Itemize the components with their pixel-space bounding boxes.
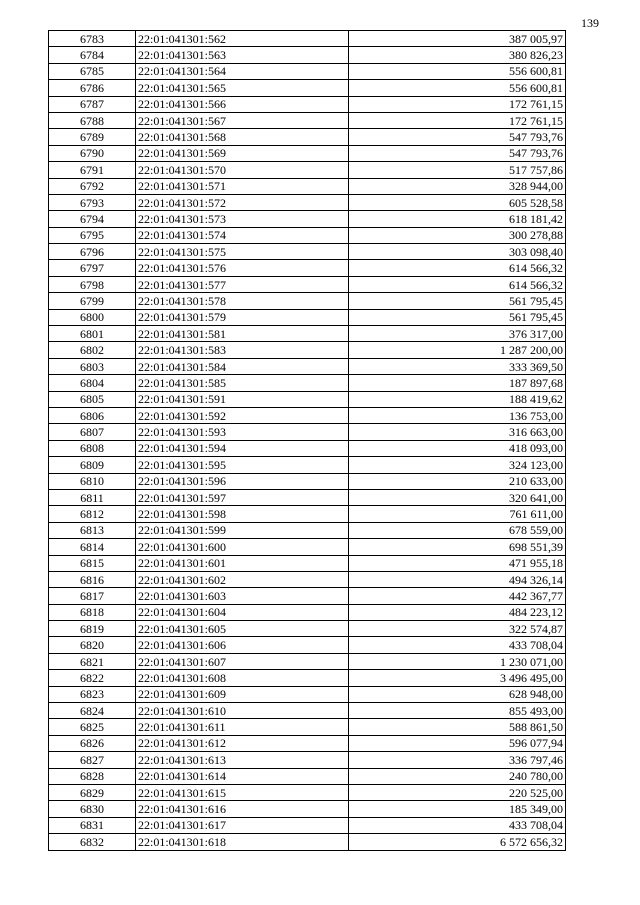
row-number-cell: 6784 xyxy=(49,47,136,63)
cadastral-number-cell: 22:01:041301:592 xyxy=(136,407,349,423)
cadastral-number-cell: 22:01:041301:594 xyxy=(136,440,349,456)
cadastral-number-cell: 22:01:041301:607 xyxy=(136,653,349,669)
table-row xyxy=(49,391,566,407)
row-number-cell: 6792 xyxy=(49,178,136,194)
cadastral-value-cell: 547 793,76 xyxy=(349,145,566,161)
cadastral-value-cell: 220 525,00 xyxy=(349,784,566,800)
table-row xyxy=(49,293,566,309)
cadastral-number-cell: 22:01:041301:562 xyxy=(136,31,349,47)
cadastral-value-cell: 418 093,00 xyxy=(349,440,566,456)
row-number-cell: 6831 xyxy=(49,817,136,833)
cadastral-value-cell: 300 278,88 xyxy=(349,227,566,243)
cadastral-value-cell: 556 600,81 xyxy=(349,63,566,79)
cadastral-number-cell: 22:01:041301:591 xyxy=(136,391,349,407)
cadastral-value-cell: 547 793,76 xyxy=(349,129,566,145)
row-number-cell: 6793 xyxy=(49,194,136,210)
table-row xyxy=(49,555,566,571)
cadastral-value-cell: 517 757,86 xyxy=(349,162,566,178)
table-row xyxy=(49,588,566,604)
cadastral-value-cell: 494 326,14 xyxy=(349,571,566,587)
cadastral-number-cell: 22:01:041301:601 xyxy=(136,555,349,571)
table-row xyxy=(49,440,566,456)
table-row xyxy=(49,424,566,440)
table-row xyxy=(49,96,566,112)
cadastral-number-cell: 22:01:041301:576 xyxy=(136,260,349,276)
row-number-cell: 6825 xyxy=(49,719,136,735)
row-number-cell: 6810 xyxy=(49,473,136,489)
row-number-cell: 6786 xyxy=(49,80,136,96)
cadastral-value-cell: 316 663,00 xyxy=(349,424,566,440)
cadastral-number-cell: 22:01:041301:570 xyxy=(136,162,349,178)
cadastral-number-cell: 22:01:041301:563 xyxy=(136,47,349,63)
row-number-cell: 6790 xyxy=(49,145,136,161)
cadastral-number-cell: 22:01:041301:606 xyxy=(136,637,349,653)
table-row xyxy=(49,162,566,178)
cadastral-value-cell: 628 948,00 xyxy=(349,686,566,702)
table-row xyxy=(49,719,566,735)
table-row xyxy=(49,407,566,423)
row-number-cell: 6796 xyxy=(49,244,136,260)
cadastral-number-cell: 22:01:041301:604 xyxy=(136,604,349,620)
cadastral-number-cell: 22:01:041301:617 xyxy=(136,817,349,833)
row-number-cell: 6822 xyxy=(49,670,136,686)
cadastral-value-cell: 210 633,00 xyxy=(349,473,566,489)
table-row xyxy=(49,326,566,342)
row-number-cell: 6813 xyxy=(49,522,136,538)
row-number-cell: 6814 xyxy=(49,539,136,555)
row-number-cell: 6819 xyxy=(49,621,136,637)
cadastral-value-cell: 561 795,45 xyxy=(349,293,566,309)
row-number-cell: 6812 xyxy=(49,506,136,522)
table-row xyxy=(49,342,566,358)
row-number-cell: 6803 xyxy=(49,358,136,374)
row-number-cell: 6815 xyxy=(49,555,136,571)
cadastral-number-cell: 22:01:041301:616 xyxy=(136,801,349,817)
cadastral-number-cell: 22:01:041301:581 xyxy=(136,326,349,342)
row-number-cell: 6789 xyxy=(49,129,136,145)
cadastral-value-cell: 3 496 495,00 xyxy=(349,670,566,686)
cadastral-number-cell: 22:01:041301:611 xyxy=(136,719,349,735)
cadastral-value-cell: 698 551,39 xyxy=(349,539,566,555)
table-row xyxy=(49,752,566,768)
cadastral-number-cell: 22:01:041301:614 xyxy=(136,768,349,784)
table-row xyxy=(49,63,566,79)
table-row xyxy=(49,178,566,194)
cadastral-value-cell: 614 566,32 xyxy=(349,260,566,276)
cadastral-number-cell: 22:01:041301:593 xyxy=(136,424,349,440)
cadastral-value-cell: 376 317,00 xyxy=(349,326,566,342)
row-number-cell: 6801 xyxy=(49,326,136,342)
row-number-cell: 6794 xyxy=(49,211,136,227)
table-row xyxy=(49,571,566,587)
cadastral-value-cell: 471 955,18 xyxy=(349,555,566,571)
table-row xyxy=(49,309,566,325)
cadastral-number-cell: 22:01:041301:574 xyxy=(136,227,349,243)
cadastral-number-cell: 22:01:041301:618 xyxy=(136,834,349,850)
cadastral-number-cell: 22:01:041301:596 xyxy=(136,473,349,489)
cadastral-number-cell: 22:01:041301:615 xyxy=(136,784,349,800)
row-number-cell: 6828 xyxy=(49,768,136,784)
table-row xyxy=(49,637,566,653)
cadastral-value-cell: 484 223,12 xyxy=(349,604,566,620)
table-row xyxy=(49,276,566,292)
row-number-cell: 6799 xyxy=(49,293,136,309)
cadastral-number-cell: 22:01:041301:577 xyxy=(136,276,349,292)
cadastral-value-cell: 561 795,45 xyxy=(349,309,566,325)
row-number-cell: 6806 xyxy=(49,407,136,423)
cadastral-number-cell: 22:01:041301:584 xyxy=(136,358,349,374)
cadastral-value-cell: 1 287 200,00 xyxy=(349,342,566,358)
row-number-cell: 6798 xyxy=(49,276,136,292)
cadastral-value-cell: 172 761,15 xyxy=(349,112,566,128)
table-row xyxy=(49,145,566,161)
cadastral-number-cell: 22:01:041301:579 xyxy=(136,309,349,325)
cadastral-value-cell: 380 826,23 xyxy=(349,47,566,63)
cadastral-number-cell: 22:01:041301:612 xyxy=(136,735,349,751)
table-row xyxy=(49,375,566,391)
cadastral-number-cell: 22:01:041301:571 xyxy=(136,178,349,194)
row-number-cell: 6832 xyxy=(49,834,136,850)
cadastral-number-cell: 22:01:041301:565 xyxy=(136,80,349,96)
cadastral-value-cell: 240 780,00 xyxy=(349,768,566,784)
cadastral-value-cell: 188 419,62 xyxy=(349,391,566,407)
row-number-cell: 6797 xyxy=(49,260,136,276)
row-number-cell: 6827 xyxy=(49,752,136,768)
cadastral-value-cell: 1 230 071,00 xyxy=(349,653,566,669)
table-row xyxy=(49,194,566,210)
cadastral-value-table xyxy=(48,30,566,851)
cadastral-number-cell: 22:01:041301:578 xyxy=(136,293,349,309)
row-number-cell: 6787 xyxy=(49,96,136,112)
cadastral-value-cell: 614 566,32 xyxy=(349,276,566,292)
cadastral-number-cell: 22:01:041301:566 xyxy=(136,96,349,112)
table-row xyxy=(49,768,566,784)
table-row xyxy=(49,358,566,374)
table-row xyxy=(49,31,566,47)
table-row xyxy=(49,489,566,505)
page-number: 139 xyxy=(581,16,599,30)
row-number-cell: 6791 xyxy=(49,162,136,178)
row-number-cell: 6817 xyxy=(49,588,136,604)
row-number-cell: 6805 xyxy=(49,391,136,407)
row-number-cell: 6809 xyxy=(49,457,136,473)
cadastral-value-cell: 6 572 656,32 xyxy=(349,834,566,850)
table-row xyxy=(49,260,566,276)
table-row xyxy=(49,244,566,260)
cadastral-number-cell: 22:01:041301:569 xyxy=(136,145,349,161)
cadastral-number-cell: 22:01:041301:609 xyxy=(136,686,349,702)
cadastral-value-cell: 387 005,97 xyxy=(349,31,566,47)
cadastral-value-cell: 678 559,00 xyxy=(349,522,566,538)
table-row xyxy=(49,834,566,850)
row-number-cell: 6807 xyxy=(49,424,136,440)
table-row xyxy=(49,653,566,669)
table-row xyxy=(49,227,566,243)
table-body xyxy=(49,31,566,851)
row-number-cell: 6804 xyxy=(49,375,136,391)
cadastral-value-cell: 336 797,46 xyxy=(349,752,566,768)
row-number-cell: 6788 xyxy=(49,112,136,128)
cadastral-value-cell: 185 349,00 xyxy=(349,801,566,817)
cadastral-number-cell: 22:01:041301:575 xyxy=(136,244,349,260)
row-number-cell: 6800 xyxy=(49,309,136,325)
cadastral-number-cell: 22:01:041301:567 xyxy=(136,112,349,128)
row-number-cell: 6820 xyxy=(49,637,136,653)
table-row xyxy=(49,539,566,555)
row-number-cell: 6830 xyxy=(49,801,136,817)
row-number-cell: 6802 xyxy=(49,342,136,358)
cadastral-number-cell: 22:01:041301:585 xyxy=(136,375,349,391)
cadastral-value-cell: 303 098,40 xyxy=(349,244,566,260)
row-number-cell: 6826 xyxy=(49,735,136,751)
cadastral-value-cell: 556 600,81 xyxy=(349,80,566,96)
table-row xyxy=(49,686,566,702)
cadastral-value-cell: 618 181,42 xyxy=(349,211,566,227)
cadastral-value-cell: 322 574,87 xyxy=(349,621,566,637)
cadastral-value-cell: 433 708,04 xyxy=(349,637,566,653)
cadastral-value-cell: 187 897,68 xyxy=(349,375,566,391)
table-row xyxy=(49,703,566,719)
cadastral-number-cell: 22:01:041301:597 xyxy=(136,489,349,505)
table-row xyxy=(49,129,566,145)
table-row xyxy=(49,784,566,800)
cadastral-value-cell: 855 493,00 xyxy=(349,703,566,719)
table-row xyxy=(49,817,566,833)
cadastral-value-cell: 442 367,77 xyxy=(349,588,566,604)
cadastral-value-cell: 596 077,94 xyxy=(349,735,566,751)
row-number-cell: 6785 xyxy=(49,63,136,79)
cadastral-value-cell: 333 369,50 xyxy=(349,358,566,374)
table-row xyxy=(49,473,566,489)
cadastral-number-cell: 22:01:041301:568 xyxy=(136,129,349,145)
cadastral-number-cell: 22:01:041301:564 xyxy=(136,63,349,79)
cadastral-value-cell: 320 641,00 xyxy=(349,489,566,505)
table-row xyxy=(49,522,566,538)
cadastral-value-cell: 433 708,04 xyxy=(349,817,566,833)
cadastral-number-cell: 22:01:041301:600 xyxy=(136,539,349,555)
row-number-cell: 6823 xyxy=(49,686,136,702)
table-row xyxy=(49,47,566,63)
cadastral-value-cell: 172 761,15 xyxy=(349,96,566,112)
cadastral-value-cell: 136 753,00 xyxy=(349,407,566,423)
table-row xyxy=(49,735,566,751)
cadastral-value-cell: 761 611,00 xyxy=(349,506,566,522)
cadastral-value-cell: 324 123,00 xyxy=(349,457,566,473)
cadastral-value-cell: 605 528,58 xyxy=(349,194,566,210)
cadastral-number-cell: 22:01:041301:613 xyxy=(136,752,349,768)
cadastral-number-cell: 22:01:041301:608 xyxy=(136,670,349,686)
row-number-cell: 6783 xyxy=(49,31,136,47)
table-row xyxy=(49,604,566,620)
cadastral-number-cell: 22:01:041301:599 xyxy=(136,522,349,538)
cadastral-number-cell: 22:01:041301:583 xyxy=(136,342,349,358)
row-number-cell: 6824 xyxy=(49,703,136,719)
table-row xyxy=(49,670,566,686)
cadastral-value-cell: 328 944,00 xyxy=(349,178,566,194)
table-row xyxy=(49,621,566,637)
cadastral-number-cell: 22:01:041301:573 xyxy=(136,211,349,227)
cadastral-number-cell: 22:01:041301:595 xyxy=(136,457,349,473)
cadastral-number-cell: 22:01:041301:598 xyxy=(136,506,349,522)
cadastral-number-cell: 22:01:041301:605 xyxy=(136,621,349,637)
row-number-cell: 6821 xyxy=(49,653,136,669)
cadastral-number-cell: 22:01:041301:610 xyxy=(136,703,349,719)
table-row xyxy=(49,112,566,128)
cadastral-number-cell: 22:01:041301:603 xyxy=(136,588,349,604)
row-number-cell: 6818 xyxy=(49,604,136,620)
table-row xyxy=(49,211,566,227)
table-row xyxy=(49,457,566,473)
cadastral-value-cell: 588 861,50 xyxy=(349,719,566,735)
row-number-cell: 6795 xyxy=(49,227,136,243)
cadastral-number-cell: 22:01:041301:602 xyxy=(136,571,349,587)
row-number-cell: 6811 xyxy=(49,489,136,505)
table-row xyxy=(49,80,566,96)
cadastral-number-cell: 22:01:041301:572 xyxy=(136,194,349,210)
table-row xyxy=(49,801,566,817)
table-row xyxy=(49,506,566,522)
row-number-cell: 6816 xyxy=(49,571,136,587)
row-number-cell: 6808 xyxy=(49,440,136,456)
row-number-cell: 6829 xyxy=(49,784,136,800)
